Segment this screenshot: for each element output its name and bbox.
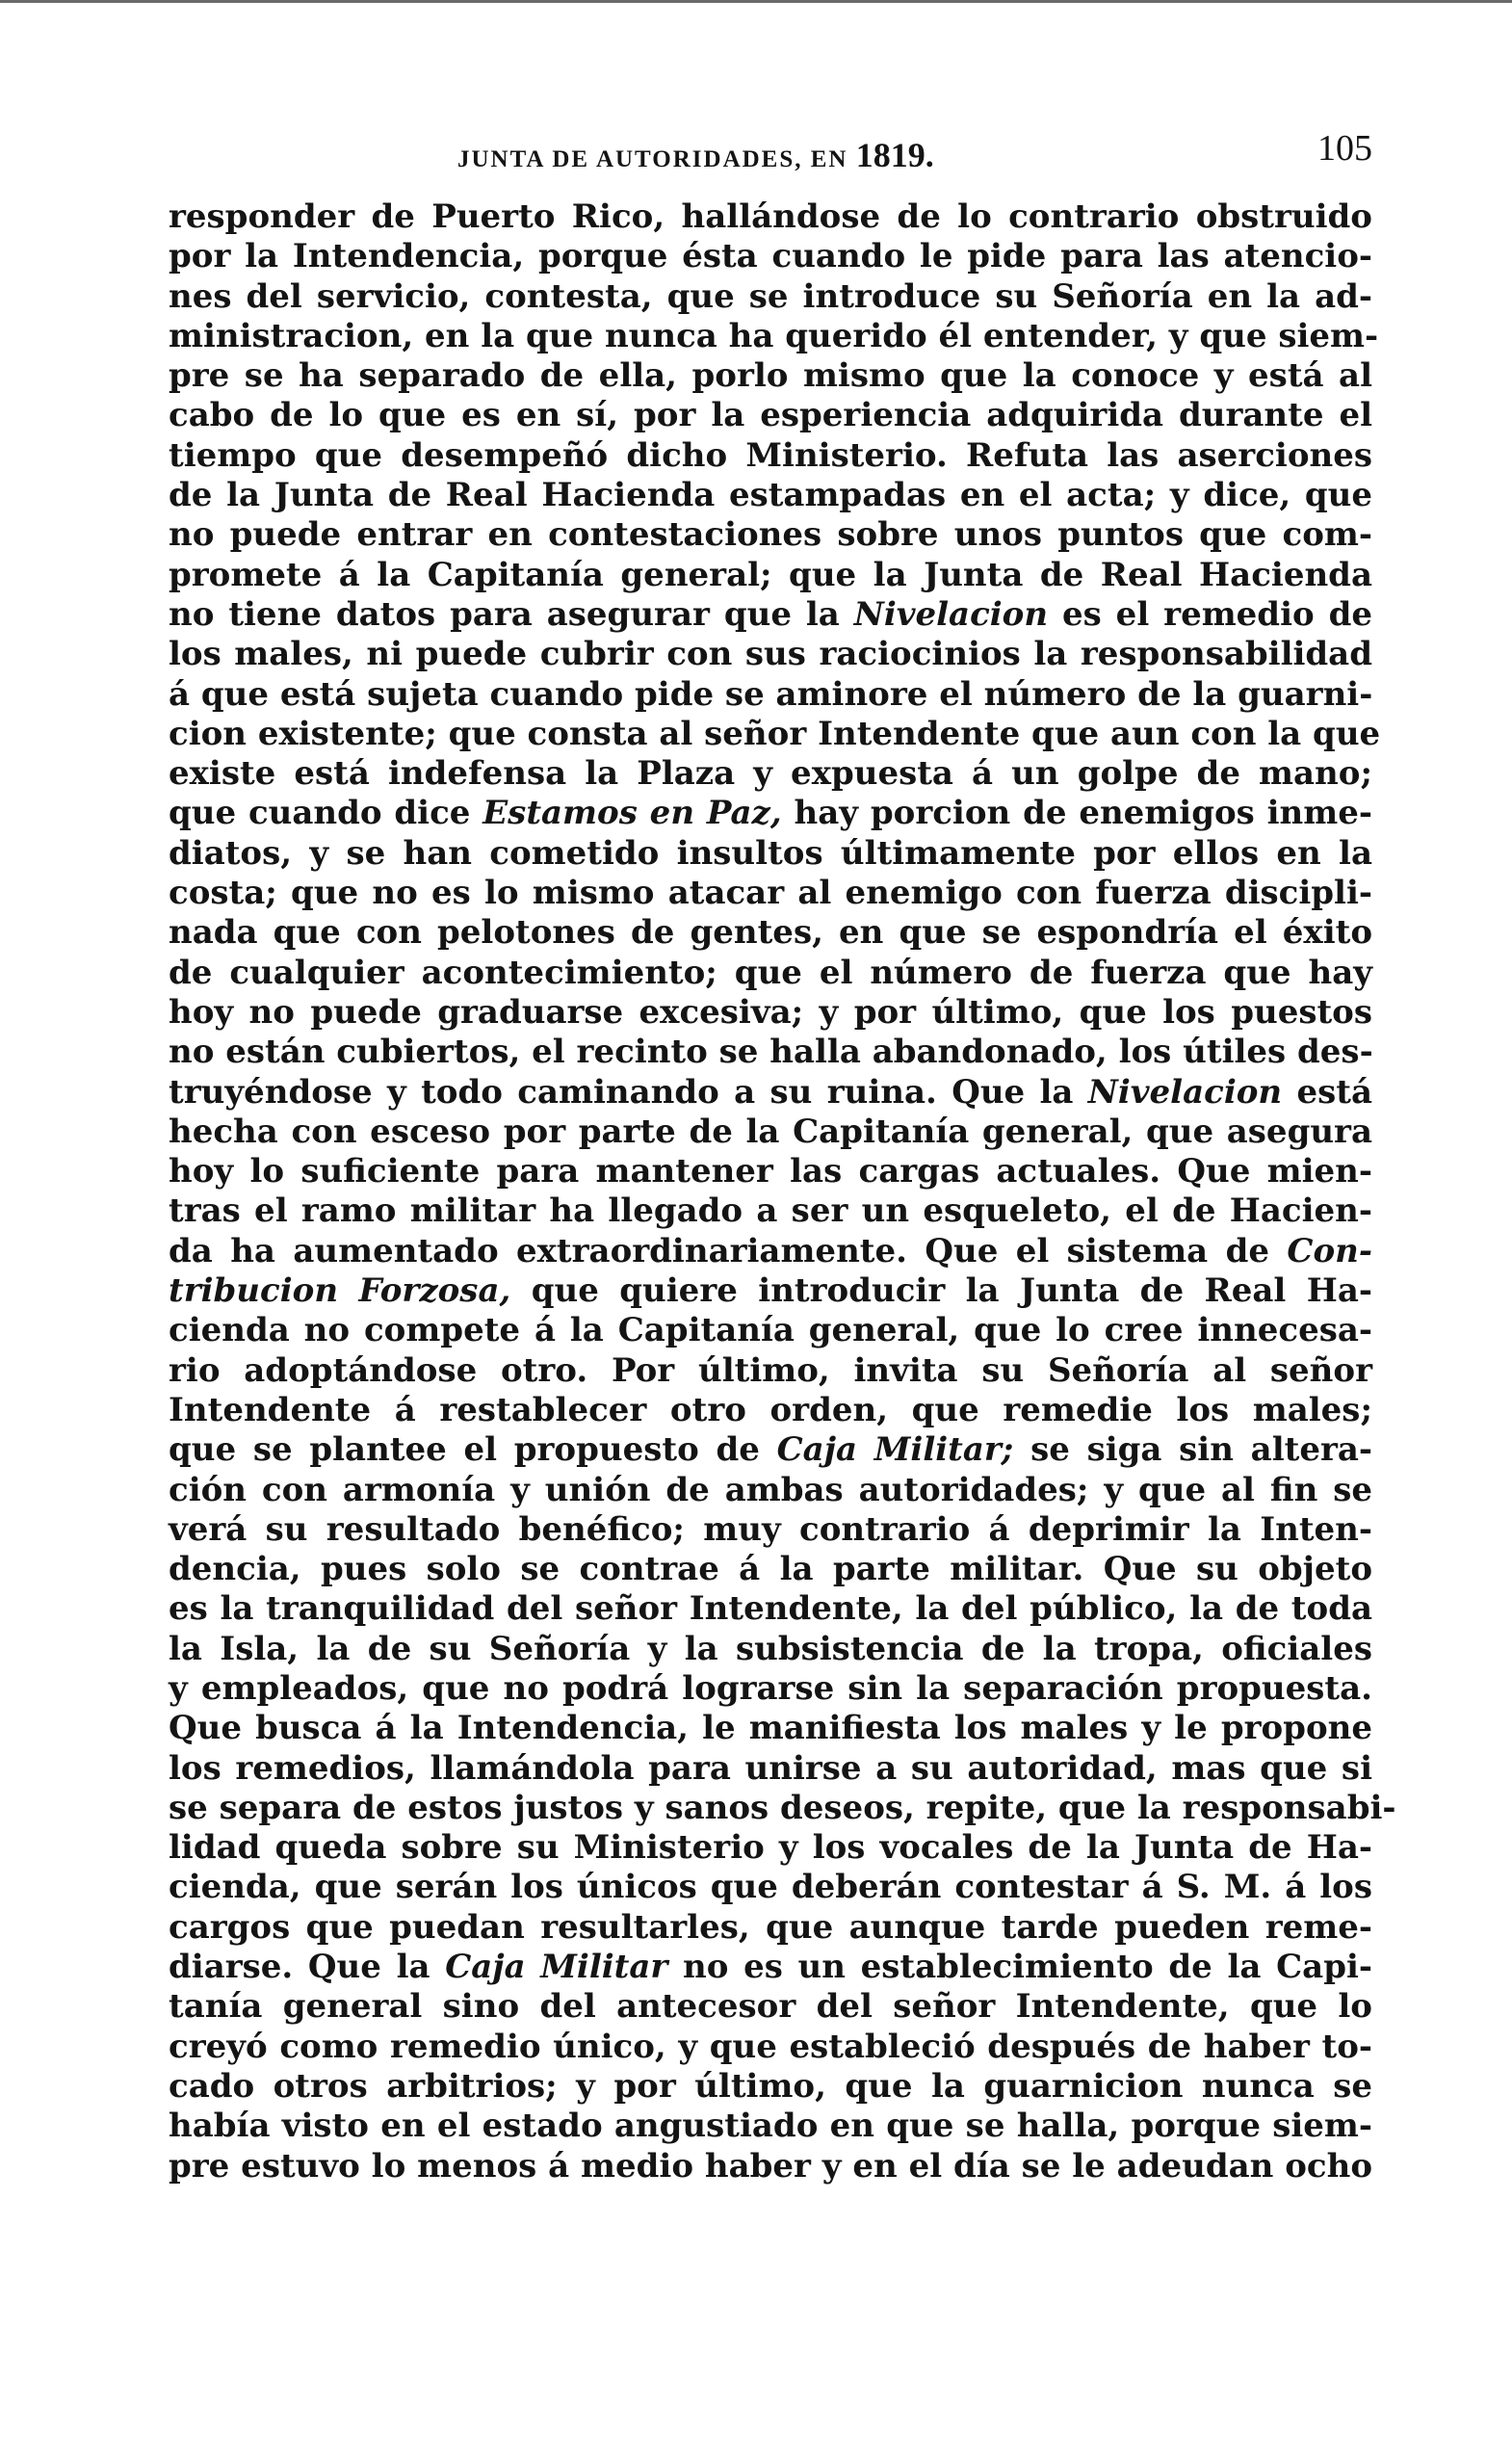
text-segment: existe está indefensa la Plaza y expuesta á un golpe de mano; <box>169 754 1372 794</box>
text-segment: tanía general sino del antecesor del señor Intendente, que lo <box>169 1987 1372 2027</box>
text-segment: de cualquier acontecimiento; que el número de fuerza que hay <box>169 953 1372 992</box>
text-segment: diarse. Que la <box>169 1948 446 1987</box>
text-segment: diatos, y se han cometido insultos últimamente por ellos en la <box>169 833 1372 873</box>
text-line <box>169 1232 1372 1271</box>
text-segment: dencia, pues solo se contrae á la parte militar. Que su objeto <box>169 1550 1372 1589</box>
text-line <box>169 1868 1372 1907</box>
text-segment: cado otros arbitrios; y por último, que la guarnicion nunca se <box>169 2066 1372 2106</box>
text-line <box>169 237 1372 276</box>
text-segment: no es un establecimiento de la Capi- <box>667 1948 1372 1987</box>
text-segment: pre estuvo lo menos á medio haber y en el día se le adeudan ocho <box>169 2146 1372 2186</box>
text-segment: es la tranquilidad del señor Intendente, la del público, la de toda <box>169 1589 1372 1629</box>
text-line <box>169 356 1372 396</box>
text-segment: hoy no puede graduarse excesiva; y por último, que los puestos <box>169 992 1372 1032</box>
text-line <box>169 2067 1372 2107</box>
text-segment: que quiere introducir la Junta de Real Ha- <box>510 1271 1373 1311</box>
text-line <box>169 2147 1372 2186</box>
text-segment: es el remedio de <box>1048 594 1372 634</box>
text-segment: cienda no compete á la Capitanía general, que lo cree innecesa- <box>169 1311 1372 1350</box>
text-segment: está <box>1282 1072 1372 1112</box>
text-segment: lidad queda sobre su Ministerio y los vocales de la Junta de Ha- <box>169 1828 1372 1868</box>
text-line <box>169 1430 1372 1470</box>
text-line <box>169 1271 1372 1311</box>
text-line <box>169 714 1381 754</box>
text-segment: y empleados, que no podrá lograrse sin la separación propuesta. <box>169 1668 1372 1708</box>
text-segment: ción con armonía y unión de ambas autoridades; y que al fin se <box>169 1470 1372 1509</box>
text-line <box>169 1391 1372 1430</box>
body-text <box>169 197 1396 2186</box>
page-number: 105 <box>1317 128 1372 169</box>
italic-segment: Con- <box>1287 1231 1372 1270</box>
text-segment: por la Intendencia, porque ésta cuando le pide para las atencio- <box>169 237 1372 276</box>
text-segment: costa; que no es lo mismo atacar al enemigo con fuerza discipli- <box>169 874 1372 913</box>
text-segment: ministracion, en la que nunca ha querido él entender, y que siem- <box>169 316 1379 355</box>
italic-segment: Caja Militar; <box>776 1430 1014 1470</box>
text-segment: cabo de lo que es en sí, por la esperiencia adquirida durante el <box>169 396 1372 435</box>
italic-segment: Estamos en Paz, <box>482 794 782 833</box>
text-segment: los remedios, llamándola para unirse a su autoridad, mas que si <box>169 1748 1372 1788</box>
text-segment: se siga sin altera- <box>1013 1430 1373 1470</box>
running-head-title: JUNTA DE AUTORIDADES, EN <box>457 146 848 172</box>
text-line <box>169 1589 1372 1629</box>
text-line <box>169 1828 1372 1868</box>
text-segment: hoy lo suficiente para mantener las cargas actuales. Que mien- <box>169 1152 1372 1191</box>
text-line <box>169 675 1372 715</box>
text-segment: Que busca á la Intendencia, le manifiesta los males y le propone <box>169 1709 1372 1748</box>
text-segment: tiempo que desempeñó dicho Ministerio. Refuta las aserciones <box>169 435 1372 475</box>
text-line <box>169 1113 1372 1152</box>
text-segment: no tiene datos para asegurar que la <box>169 594 854 634</box>
text-segment: hecha con esceso por parte de la Capitanía general, que asegura <box>169 1112 1372 1151</box>
text-line <box>169 2028 1372 2067</box>
text-segment: Intendente á restablecer otro orden, que remedie los males; <box>169 1390 1372 1429</box>
text-line <box>169 794 1372 833</box>
text-line <box>169 954 1372 993</box>
text-line <box>169 635 1372 674</box>
text-line <box>169 515 1372 555</box>
text-segment: de la Junta de Real Hacienda estampadas en el acta; y dice, que <box>169 476 1372 515</box>
text-segment: que se plantee el propuesto de <box>169 1430 777 1470</box>
text-line <box>169 436 1372 476</box>
text-segment: había visto en el estado angustiado en que se halla, porque siem- <box>169 2107 1372 2146</box>
text-line <box>169 396 1372 435</box>
text-line <box>169 1709 1372 1748</box>
text-segment: cargos que puedan resultarles, que aunque tarde pueden reme- <box>169 1907 1372 1947</box>
text-segment: cion existente; que consta al señor Intendente que aun con la que <box>169 714 1381 753</box>
running-head-year: 1819. <box>855 136 934 174</box>
text-segment: verá su resultado benéfico; muy contrario á deprimir la Inten- <box>169 1509 1372 1549</box>
text-segment: los males, ni puede cubrir con sus raciocinios la responsabilidad <box>169 635 1372 674</box>
text-line <box>169 1311 1372 1350</box>
text-line <box>169 1550 1372 1589</box>
text-line <box>169 1630 1372 1669</box>
text-line <box>169 277 1372 317</box>
text-line <box>169 874 1372 913</box>
italic-segment: Nivelacion <box>1087 1072 1283 1112</box>
text-segment: nada que con pelotones de gentes, en que se espondría el éxito <box>169 913 1372 953</box>
italic-segment: Nivelacion <box>853 594 1049 634</box>
text-line <box>169 993 1372 1033</box>
text-line <box>169 1987 1372 2027</box>
text-line <box>169 1351 1372 1391</box>
text-line <box>169 1510 1372 1550</box>
text-segment: rio adoptándose otro. Por último, invita su Señoría al señor <box>169 1350 1372 1390</box>
italic-segment: Caja Militar <box>445 1948 668 1987</box>
text-segment: pre se ha separado de ella, porlo mismo que la conoce y está al <box>169 356 1372 396</box>
text-line <box>169 556 1372 595</box>
text-segment: no puede entrar en contestaciones sobre unos puntos que com- <box>169 515 1372 555</box>
text-line <box>169 1948 1372 1987</box>
text-segment: tras el ramo militar ha llegado a ser un esqueleto, el de Hacien- <box>169 1191 1372 1231</box>
page-header <box>169 123 1372 181</box>
text-segment: da ha aumentado extraordinariamente. Que el sistema de <box>169 1231 1288 1270</box>
text-segment: cienda, que serán los únicos que deberán contestar á S. M. á los <box>169 1868 1372 1907</box>
text-line <box>169 913 1372 953</box>
text-line <box>169 1908 1372 1948</box>
text-line <box>169 1152 1372 1191</box>
text-segment: se separa de estos justos y sanos deseos, repite, que la responsabi- <box>169 1788 1396 1827</box>
text-segment: á que está sujeta cuando pide se aminore el número de la guarni- <box>169 674 1373 714</box>
text-segment: nes del servicio, contesta, que se introduce su Señoría en la ad- <box>169 276 1372 316</box>
text-line <box>169 1749 1372 1789</box>
running-head <box>457 135 934 175</box>
text-line <box>169 1669 1372 1709</box>
text-segment: que cuando dice <box>169 794 483 833</box>
text-line <box>169 2107 1372 2146</box>
text-segment: truyéndose y todo caminando a su ruina. Que la <box>169 1072 1088 1112</box>
italic-segment: tribucion Forzosa, <box>169 1271 511 1311</box>
text-segment: no están cubiertos, el recinto se halla abandonado, los útiles des- <box>169 1033 1373 1072</box>
text-segment: creyó como remedio único, y que estableció después de haber to- <box>169 2027 1372 2066</box>
text-segment: la Isla, la de su Señoría y la subsistencia de la tropa, oficiales <box>169 1629 1372 1668</box>
text-line <box>169 316 1379 356</box>
text-line <box>169 1033 1372 1072</box>
text-line <box>169 476 1372 515</box>
text-segment: promete á la Capitanía general; que la Junta de Real Hacienda <box>169 555 1372 594</box>
text-line <box>169 1073 1372 1113</box>
text-line <box>169 834 1372 874</box>
text-line <box>169 197 1372 237</box>
text-line <box>169 1788 1396 1828</box>
text-segment: hay porcion de enemigos inme- <box>781 794 1372 833</box>
page-top-edge <box>0 0 1512 3</box>
text-segment: responder de Puerto Rico, hallándose de lo contrario obstruido <box>169 197 1372 236</box>
text-line <box>169 1471 1372 1510</box>
text-line <box>169 754 1372 794</box>
text-line <box>169 595 1372 635</box>
text-line <box>169 1191 1372 1231</box>
